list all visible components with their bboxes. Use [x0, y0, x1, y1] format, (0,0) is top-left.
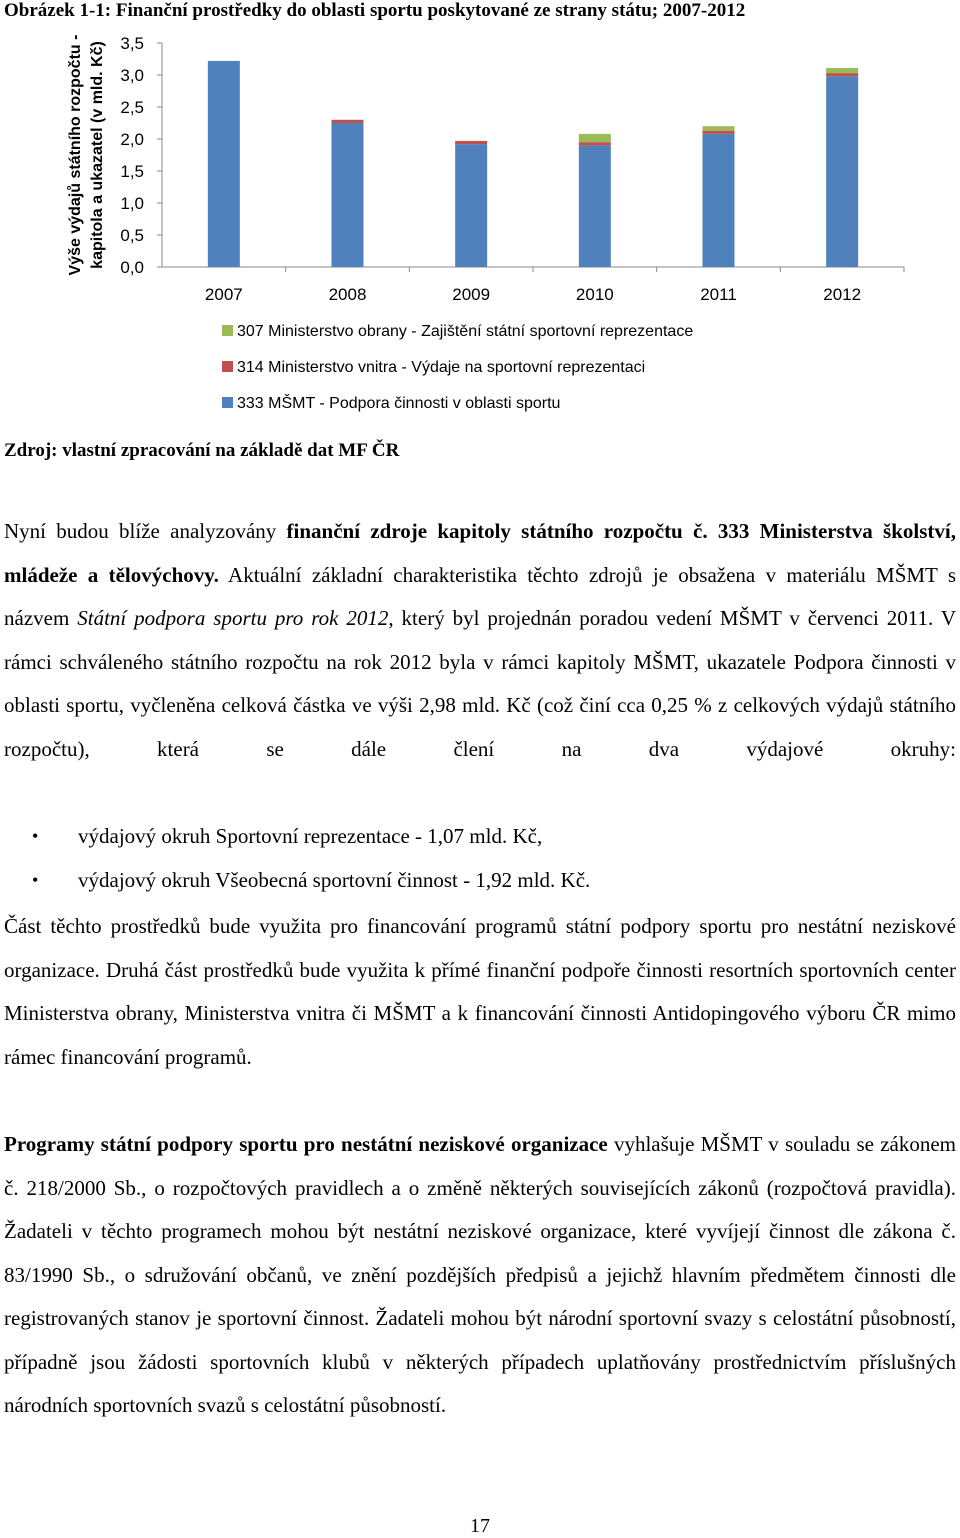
y-tick-label: 3,5: [120, 34, 144, 53]
bar-segment: [455, 144, 487, 267]
x-tick-label: 2008: [328, 285, 367, 304]
x-tick-label: 2009: [452, 285, 491, 304]
bar-segment: [332, 123, 364, 267]
y-tick-label: 0,0: [120, 258, 144, 277]
p1-text-c: Aktuální základní charakteristika těchto zdrojů je obsažena v materiálu MŠMT s názvem: [4, 562, 956, 630]
y-axis-title: Výše výdajů státního rozpočtu -: [67, 34, 84, 276]
bar-segment: [579, 142, 611, 145]
legend-label: 307 Ministerstvo obrany - Zajištění státní sportovní reprezentace: [237, 323, 694, 340]
bullet-icon: •: [32, 870, 39, 890]
y-tick-label: 2,0: [120, 130, 144, 149]
bar-segment: [703, 134, 735, 267]
legend-swatch: [222, 397, 233, 408]
p1-document-title: Státní podpora sportu pro rok 2012: [77, 606, 389, 630]
bar-segment: [332, 120, 364, 123]
x-tick-label: 2010: [575, 285, 614, 304]
y-tick-label: 2,5: [120, 98, 144, 117]
bullet-item-1: výdajový okruh Sportovní reprezentace - 1,07 mld. Kč,: [78, 824, 543, 848]
paragraph-1: [4, 510, 956, 771]
x-tick-label: 2012: [823, 285, 862, 304]
p3-heading: Programy státní podpory sportu pro nestátní neziskové organizace: [4, 1132, 608, 1156]
bullet-item-2: výdajový okruh Všeobecná sportovní činnost - 1,92 mld. Kč.: [78, 868, 591, 892]
y-tick-label: 0,5: [120, 226, 144, 245]
x-tick-label: 2011: [700, 285, 737, 304]
y-tick-label: 3,0: [120, 66, 144, 85]
p3-text: vyhlašuje MŠMT v souladu se zákonem č. 218/2000 Sb., o rozpočtových pravidlech a o změně některých souvisejících zákonů (rozpočtová pravidla). Žadateli v těchto programech mohou být nestátní neziskové organizace, které vyvíjejí činnost dle zákona č. 83/1990 Sb., o sdružování občanů, ve znění pozdějších předpisů a jejichž hlavním předmětem činnosti dle registrovaných stanov je sportovní činnost. Žadateli mohou být národní sportovní svazy s celostátní působností, případně jsou žádosti sportovních klubů v některých případech uplatňovány prostřednictvím příslušných národních sportovních svazů s celostátní působností.: [4, 1132, 956, 1417]
chart-svg: [0, 28, 960, 428]
figure-source: Zdroj: vlastní zpracování na základě dat MF ČR: [4, 440, 400, 461]
legend-swatch: [222, 325, 233, 336]
bar-segment: [826, 68, 858, 73]
bar-segment: [826, 76, 858, 267]
legend-swatch: [222, 361, 233, 372]
bullet-icon: •: [32, 826, 39, 846]
legend-label: 333 MŠMT - Podpora činnosti v oblasti sportu: [237, 395, 561, 412]
page-number: 17: [470, 1515, 490, 1537]
p1-text-bold: finanční zdroje kapitoly státního rozpočtu č. 333 Ministerstva školství, mládeže a tělovýchovy.: [4, 519, 956, 587]
p1-text-e: , který byl projednán poradou vedení MŠMT v červenci 2011. V rámci schváleného státního rozpočtu na rok 2012 byla v rámci kapitoly MŠMT, ukazatele Podpora činnosti v oblasti sportu, vyčleněna celková částka ve výši 2,98 mld. Kč (což činí cca 0,25 % z celkových výdajů státního rozpočtu), která se dále člení na dva výdajové okruhy:: [4, 606, 956, 761]
figure-caption: Obrázek 1-1: Finanční prostředky do oblasti sportu poskytované ze strany státu; 2007-2012: [4, 0, 746, 21]
bar-segment: [826, 73, 858, 76]
bar-segment: [455, 141, 487, 144]
y-tick-label: 1,5: [120, 162, 144, 181]
bar-segment: [703, 126, 735, 130]
bar-segment: [208, 61, 240, 267]
bar-segment: [703, 131, 735, 134]
p1-text-a: Nyní budou blíže analyzovány: [4, 519, 287, 543]
legend-label: 314 Ministerstvo vnitra - Výdaje na sportovní reprezentaci: [237, 359, 646, 376]
bar-segment: [579, 134, 611, 142]
bar-segment: [579, 145, 611, 267]
x-tick-label: 2007: [204, 285, 243, 304]
budget-chart: [0, 28, 960, 428]
paragraph-2: Část těchto prostředků bude využita pro financování programů státní podpory sportu pro nestátní neziskové organizace. Druhá část prostředků bude využita k přímé finanční podpoře činnosti resortních sportovních center Ministerstva obrany, Ministerstva vnitra či MŠMT a k financování činnosti Antidopingového výboru ČR mimo rámec financování programů.: [4, 914, 956, 1069]
paragraph-3: [4, 1123, 956, 1428]
y-tick-label: 1,0: [120, 194, 144, 213]
y-axis-title: kapitola a ukazatel (v mld. Kč): [89, 41, 106, 269]
